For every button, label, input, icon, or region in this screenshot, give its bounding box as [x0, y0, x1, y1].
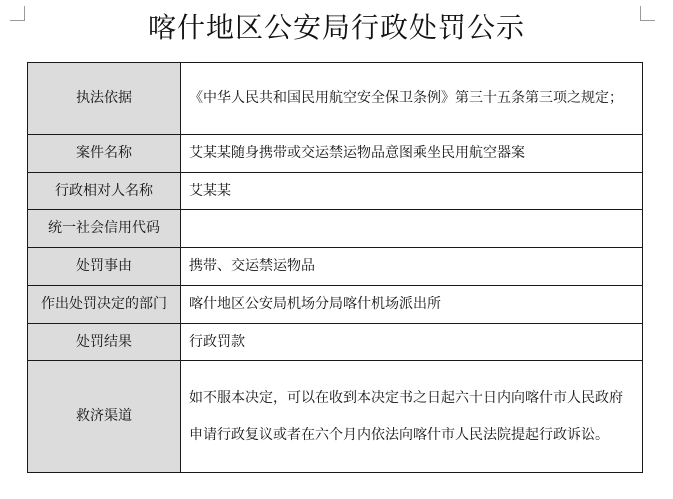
penalty-reason-value: 携带、交运禁运物品 — [181, 248, 643, 286]
table-row-credit-code — [28, 210, 643, 248]
party-name-label: 行政相对人名称 — [28, 173, 181, 210]
credit-code-value — [181, 210, 643, 248]
deciding-department-label: 作出处罚决定的部门 — [28, 286, 181, 324]
table-row-party-name — [28, 173, 643, 210]
legal-basis-value: 《中华人民共和国民用航空安全保卫条例》第三十五条第三项之规定； — [181, 63, 643, 135]
penalty-info-table — [27, 62, 643, 473]
document-title: 喀什地区公安局行政处罚公示 — [147, 11, 525, 44]
case-name-value: 艾某某随身携带或交运禁运物品意图乘坐民用航空器案 — [181, 135, 643, 173]
case-name-label: 案件名称 — [28, 135, 181, 173]
remedy-channel-label: 救济渠道 — [28, 361, 181, 473]
penalty-result-value: 行政罚款 — [181, 324, 643, 361]
penalty-reason-label: 处罚事由 — [28, 248, 181, 286]
remedy-channel-value: 如不服本决定，可以在收到本决定书之日起六十日内向喀什市人民政府申请行政复议或者在六个月内依法向喀什市人民法院提起行政诉讼。 — [181, 361, 643, 473]
deciding-department-value: 喀什地区公安局机场分局喀什机场派出所 — [181, 286, 643, 324]
table-row-penalty-result — [28, 324, 643, 361]
table-row-legal-basis — [28, 63, 643, 135]
party-name-value: 艾某某 — [181, 173, 643, 210]
credit-code-label: 统一社会信用代码 — [28, 210, 181, 248]
table-row-deciding-department — [28, 286, 643, 324]
table-row-case-name — [28, 135, 643, 173]
legal-basis-label: 执法依据 — [28, 63, 181, 135]
penalty-result-label: 处罚结果 — [28, 324, 181, 361]
table-row-remedy-channel — [28, 361, 643, 473]
table-row-penalty-reason — [28, 248, 643, 286]
